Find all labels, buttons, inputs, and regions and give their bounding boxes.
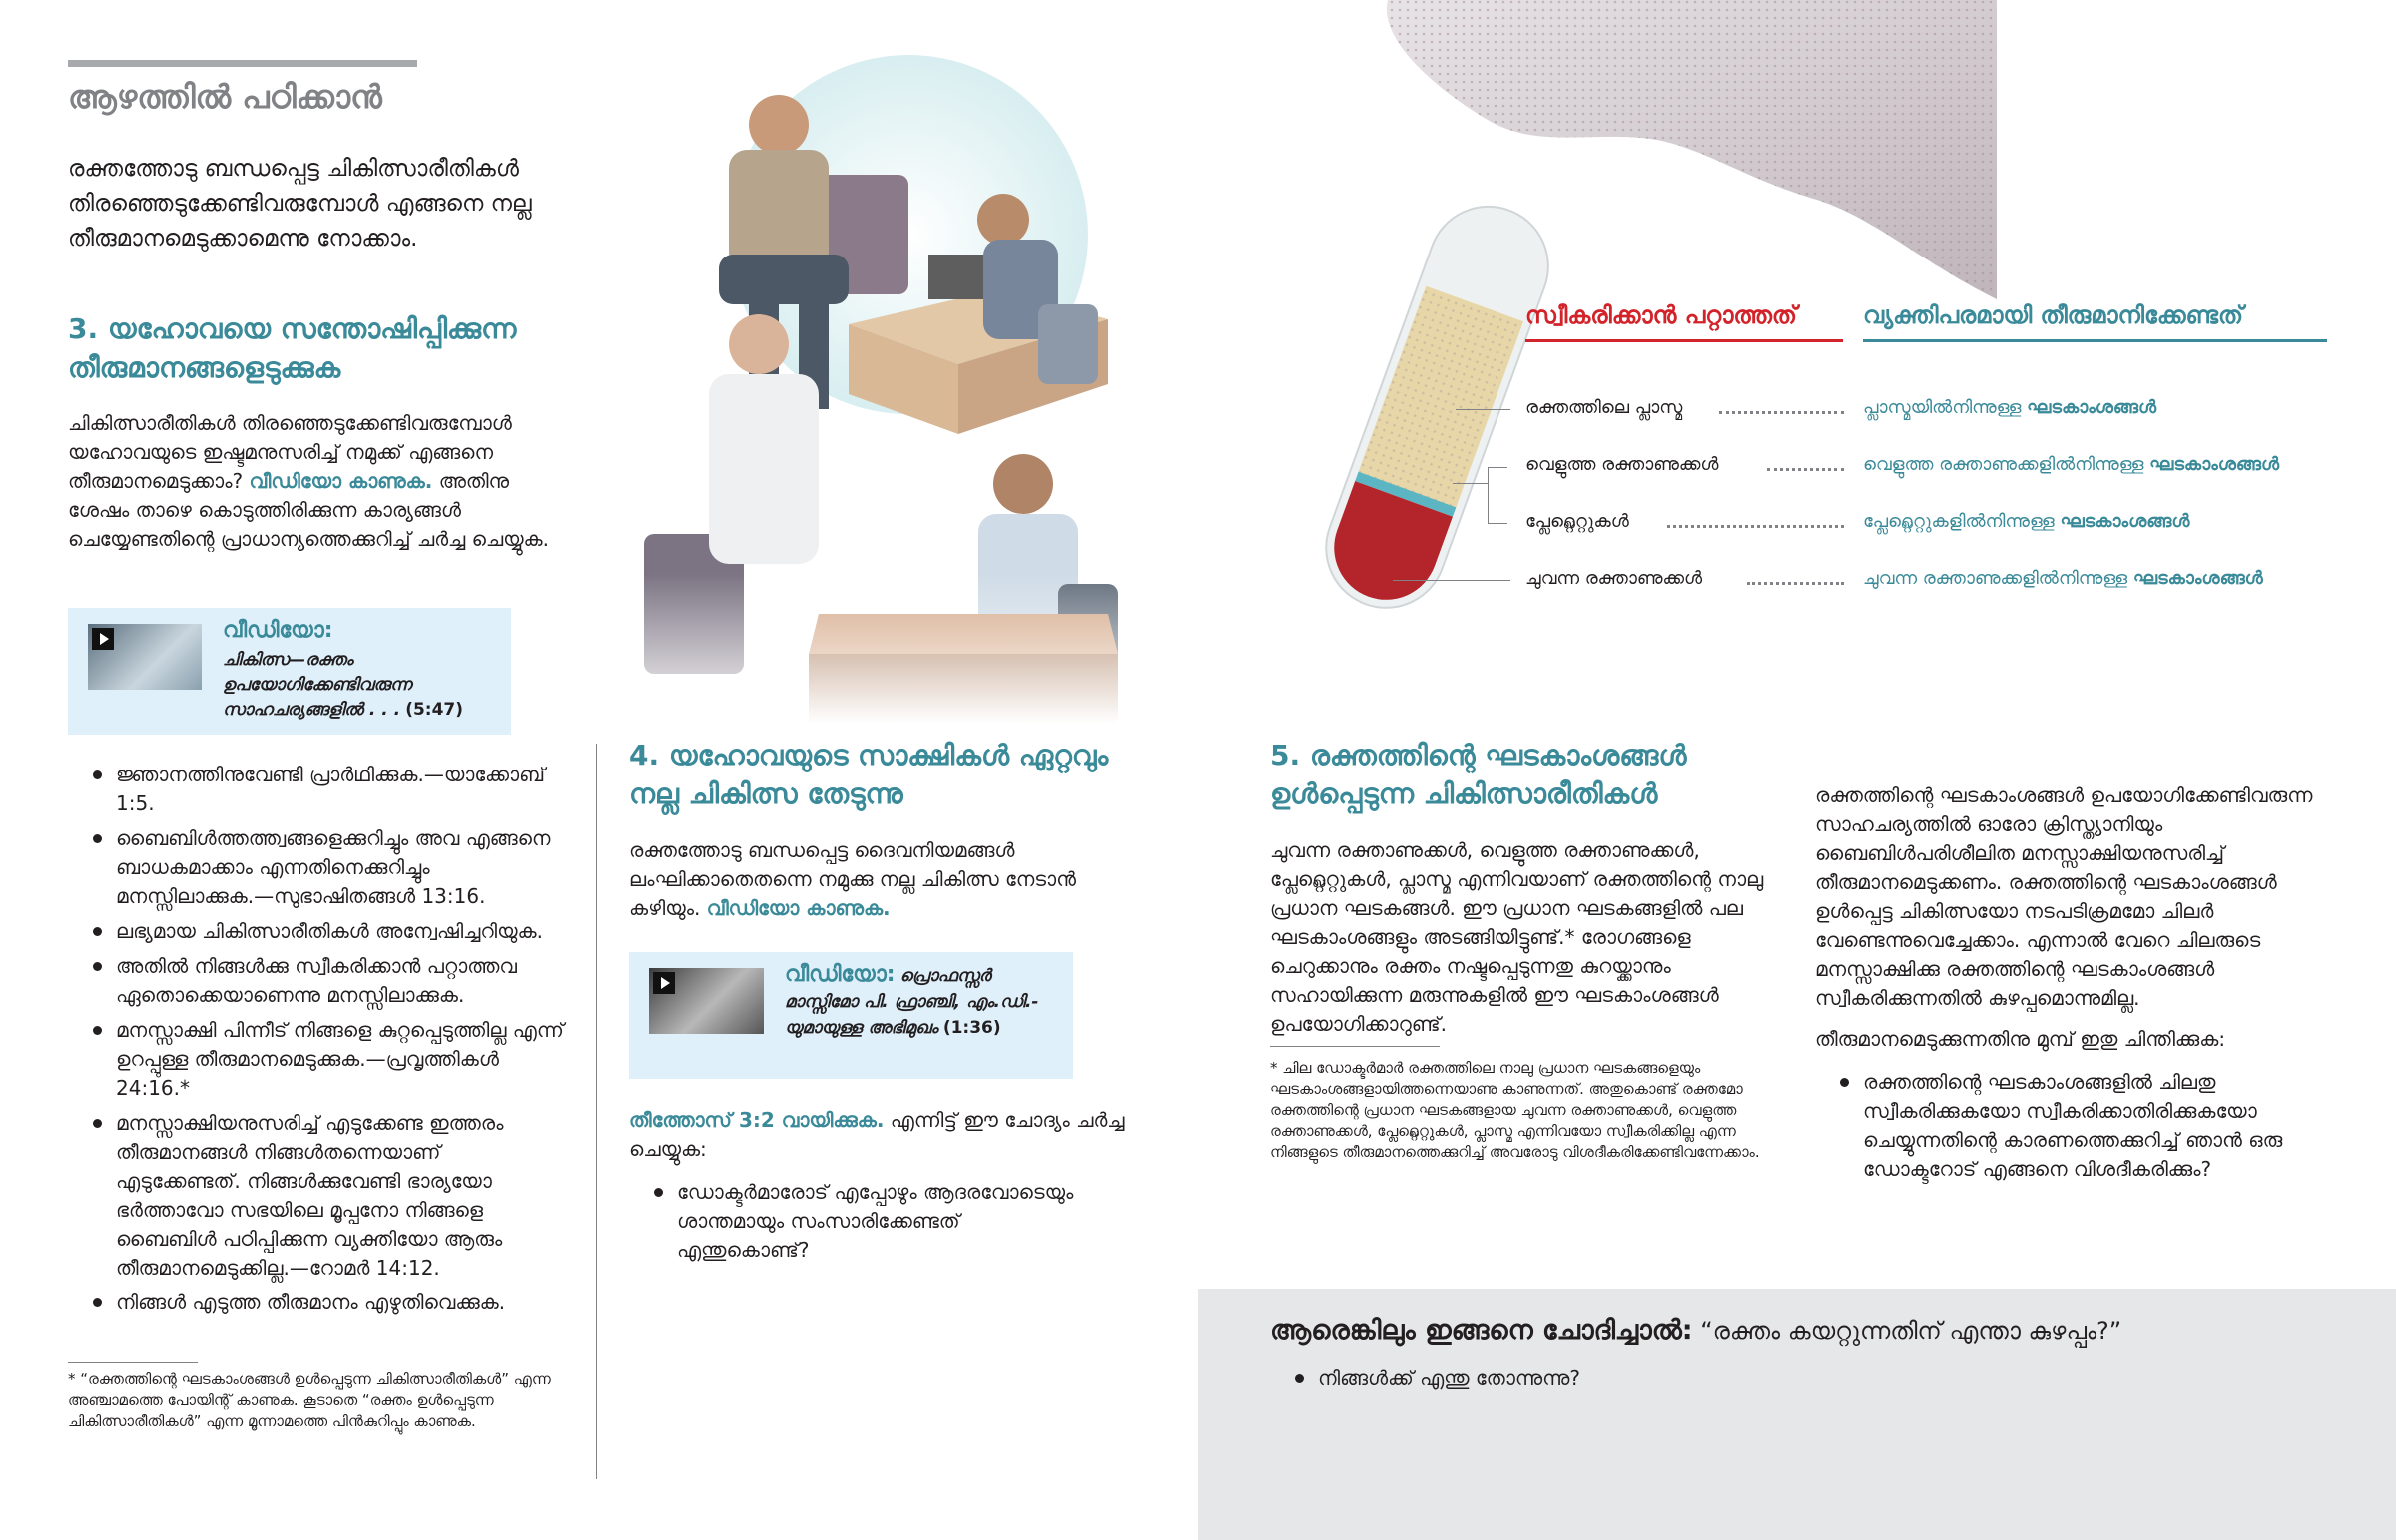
leader-line — [1393, 580, 1510, 581]
ask-lead: ആരെങ്കിലും ഇങ്ങനെ ചോദിച്ചാൽ: — [1270, 1315, 1693, 1346]
list-item: ഡോക്ടർമാരോട് എപ്പോഴും ആദരവോടെയും ശാന്തമായും സംസാരിക്കേണ്ടത് എന്തുകൊണ്ട്? — [629, 1178, 1088, 1265]
section-3-text — [68, 409, 567, 554]
list-item: മനസ്സാക്ഷി പിന്നീട് നിങ്ങളെ കുറ്റപ്പെടുത്തില്ല എന്ന് ഉറപ്പുള്ള തീരുമാനമെടുക്കുക.—പ്രവൃത്തികൾ 24:16.* — [68, 1016, 567, 1103]
page-title: ആഴത്തിൽ പഠിക്കാൻ — [68, 78, 382, 116]
doctor-patient-illustration — [639, 55, 1158, 724]
video-card-2[interactable] — [629, 952, 1073, 1079]
leader-line — [1453, 483, 1488, 484]
list-item: നിങ്ങൾക്ക് എന്തു തോന്നുന്നു? — [1270, 1364, 2069, 1393]
section-3-video-link[interactable]: വീഡിയോ കാണുക. — [249, 469, 433, 493]
dotted-leader — [1767, 468, 1844, 471]
section-4-text — [629, 836, 1128, 923]
list-item: ബൈബിൾത്തത്ത്വങ്ങളെക്കുറിച്ചും അവ എങ്ങനെ ബാധകമാക്കാം എന്നതിനെക്കുറിച്ചും മനസ്സിലാക്കുക.—സുഭാഷിതങ്ങൾ 13:16. — [68, 824, 567, 911]
video-label: വീഡിയോ: — [223, 618, 333, 643]
fraction-text: പ്ലാസ്മയിൽനിന്നുള്ള — [1863, 397, 2028, 418]
section-3-text-after: അതിനു ശേഷം താഴെ കൊടുത്തിരിക്കുന്ന കാര്യങ്ങൾ ചെയ്യേണ്ടതിന്റെ പ്രാധാന്യത്തെക്കുറിച്ച് ചർച്ച ചെയ്യുക. — [68, 469, 549, 551]
section-5-text: ചുവന്ന രക്താണുക്കൾ, വെളുത്ത രക്താണുക്കൾ, പ്ലേറ്റ്ലെറ്റുകൾ, പ്ലാസ്മ എന്നിവയാണ് രക്തത്തിന്റെ നാലു പ്രധാന ഘടകങ്ങൾ. ഈ പ്രധാന ഘടകങ്ങളിൽ പല ഘടകാംശങ്ങളും അടങ്ങിയിട്ടുണ്ട്.* രോഗങ്ങളെ ചെറുക്കാനും രക്തം നഷ്ടപ്പെടുന്നതു കുറയ്ക്കാനും സഹായിക്കുന്ന മരുന്നുകളിൽ ഈ ഘടകാംശങ്ങൾ ഉപയോഗിക്കാറുണ്ട്. — [1270, 838, 1764, 1036]
fraction-text: വെളുത്ത രക്താണുക്കളിൽനിന്നുള്ള — [1863, 454, 2150, 475]
unacceptable-underline — [1525, 339, 1843, 342]
video-duration: (5:47) — [405, 700, 464, 720]
dotted-leader — [1667, 525, 1844, 528]
list-item: ലഭ്യമായ ചികിത്സാരീതികൾ അന്വേഷിച്ചറിയുക. — [68, 917, 567, 946]
component-white-cells: വെളുത്ത രക്താണുക്കൾ — [1525, 454, 1719, 475]
play-icon[interactable] — [92, 628, 114, 650]
leader-line — [1488, 467, 1507, 468]
fraction-text: പ്ലേറ്റ്ലെറ്റുകളിൽനിന്നുള്ള — [1863, 511, 2061, 532]
dotted-leader — [1747, 582, 1844, 585]
think-prompt: തീരുമാനമെടുക്കുന്നതിനു മുമ്പ് ഇതു ചിന്തിക്കുക: — [1815, 1027, 2226, 1051]
fraction-plasma — [1863, 397, 2156, 418]
video-title: ചികിത്സ—രക്തം ഉപയോഗിക്കേണ്ടിവരുന്ന സാഹചര്യങ്ങളിൽ . . . — [223, 650, 412, 720]
video-title-block — [223, 648, 492, 723]
fraction-text: ചുവന്ന രക്താണുക്കളിൽനിന്നുള്ള — [1863, 568, 2133, 589]
video-card-1[interactable] — [68, 608, 511, 735]
fraction-white-cells — [1863, 454, 2279, 475]
video-duration: (1:36) — [942, 1018, 1001, 1038]
section-4-text-before: രക്തത്തോടു ബന്ധപ്പെട്ട ദൈവനിയമങ്ങൾ ലംഘിക്കാതെതന്നെ നമുക്കു നല്ല ചികിത്സ നേടാൻ കഴിയും. — [629, 838, 1077, 920]
section-4-read-text — [629, 1106, 1128, 1164]
fraction-bold: ഘടകാംശങ്ങൾ — [2132, 568, 2263, 589]
section-5-heading: 5. രക്തത്തിന്റെ ഘടകാംശങ്ങൾ ഉൾപ്പെടുന്ന ചികിത്സാരീതികൾ — [1270, 739, 1687, 810]
leader-line — [1456, 409, 1510, 410]
play-icon[interactable] — [653, 972, 675, 994]
ask-quote: “രക്തം കയറ്റുന്നതിന് എന്താ കുഴപ്പം?” — [1700, 1317, 2122, 1345]
top-rule — [68, 60, 417, 67]
ask-heading — [1270, 1315, 2348, 1347]
unacceptable-header: സ്വീകരിക്കാൻ പറ്റാത്തത് — [1525, 301, 1797, 329]
fraction-platelets — [1863, 511, 2189, 532]
list-item: നിങ്ങൾ എടുത്ത തീരുമാനം എഴുതിവെക്കുക. — [68, 1288, 567, 1317]
section-5-text-2: രക്തത്തിന്റെ ഘടകാംശങ്ങൾ ഉപയോഗിക്കേണ്ടിവരുന്ന സാഹചര്യത്തിൽ ഓരോ ക്രിസ്ത്യാനിയും ബൈബിൾപരിശീലിത മനസ്സാക്ഷിയനുസരിച്ച് തീരുമാനമെടുക്കണം. രക്തത്തിന്റെ ഘടകാംശങ്ങൾ ഉൾപ്പെട്ട ചികിത്സയോ നടപടിക്രമമോ ചിലർ വേണ്ടെന്നുവെച്ചേക്കാം. എന്നാൽ വേറെ ചിലരുടെ മനസ്സാക്ഷിക്കു രക്തത്തിന്റെ ഘടകാംശങ്ങൾ സ്വീകരിക്കുന്നതിൽ കുഴപ്പമൊന്നുമില്ല. — [1815, 783, 2313, 1010]
leader-line — [1488, 523, 1507, 524]
section-3-text-before: ചികിത്സാരീതികൾ തിരഞ്ഞെടുക്കേണ്ടിവരുമ്പോൾ യഹോവയുടെ ഇഷ്ടമനുസരിച്ച് നമുക്ക് എങ്ങനെ തീരുമാനമെടുക്കാം? — [68, 411, 512, 493]
fraction-bold: ഘടകാംശങ്ങൾ — [2149, 454, 2280, 475]
ask-bullet-list — [1270, 1364, 2069, 1399]
component-platelets: പ്ലേറ്റ്ലെറ്റുകൾ — [1525, 511, 1629, 532]
list-item: മനസ്സാക്ഷിയനുസരിച്ച് എടുക്കേണ്ട ഇത്തരം തീരുമാനങ്ങൾ നിങ്ങൾതന്നെയാണ് എടുക്കേണ്ടത്. നിങ്ങൾക്കുവേണ്ടി ഭാര്യയോ ഭർത്താവോ സഭയിലെ മൂപ്പനോ നിങ്ങളെ ബൈബിൾ പഠിപ്പിക്കുന്ന വ്യക്തിയോ ആരും തീരുമാനമെടുക്കില്ല.—റോമർ 14:12. — [68, 1109, 567, 1283]
personal-decision-header: വ്യക്തിപരമായി തീരുമാനിക്കേണ്ടത് — [1863, 301, 2244, 329]
video-title: പ്രൊഫസ്സർ മാസ്സിമോ പി. ഫ്രാഞ്ചി, എം.ഡി.-യുമായുള്ള അഭിമുഖം — [785, 966, 1039, 1038]
column-divider — [596, 744, 597, 1479]
section-5-bullet-list — [1815, 1068, 2334, 1190]
section-4-read-after: എന്നിട്ട് ഈ ചോദ്യം ചർച്ച ചെയ്യുക: — [629, 1108, 1125, 1161]
section-5-footnote: * ചില ഡോക്ടർമാർ രക്തത്തിലെ നാലു പ്രധാന ഘടകങ്ങളെയും ഘടകാംശങ്ങളായിത്തന്നെയാണു കാണുന്നത്. അതുകൊണ്ട് രക്തമോ രക്തത്തിന്റെ പ്രധാന ഘടകങ്ങളായ ചുവന്ന രക്താണുക്കൾ, വെളുത്ത രക്താണുക്കൾ, പ്ലേറ്റ്ലെറ്റുകൾ, പ്ലാസ്മ എന്നിവയോ സ്വീകരിക്കില്ല എന്ന നിങ്ങളുടെ തീരുമാനത്തെക്കുറിച്ച് അവരോടു വിശദീകരിക്കേണ്ടിവന്നേക്കാം. — [1270, 1059, 1760, 1161]
fraction-bold: ഘടകാംശങ്ങൾ — [2060, 511, 2190, 532]
footnote-divider — [1270, 1046, 1440, 1047]
video-title-block — [785, 962, 1059, 1041]
video-thumbnail[interactable] — [88, 624, 202, 690]
list-item: അതിൽ നിങ്ങൾക്കു സ്വീകരിക്കാൻ പറ്റാത്തവ ഏതൊക്കെയാണെന്നു മനസ്സിലാക്കുക. — [68, 952, 567, 1010]
personal-decision-underline — [1863, 339, 2327, 342]
leader-bracket — [1488, 467, 1489, 523]
footnote-divider — [68, 1362, 198, 1363]
component-plasma: രക്തത്തിലെ പ്ലാസ്മ — [1525, 397, 1683, 418]
list-item: ജ്ഞാനത്തിനുവേണ്ടി പ്രാർഥിക്കുക.—യാക്കോബ് 1:5. — [68, 761, 567, 818]
section-4-bullet-list — [629, 1178, 1088, 1271]
fraction-red-cells — [1863, 568, 2263, 589]
section-3-bullet-list — [68, 761, 567, 1323]
dotted-leader — [1719, 411, 1844, 414]
video-label: വീഡിയോ: — [785, 962, 896, 987]
list-item: രക്തത്തിന്റെ ഘടകാംശങ്ങളിൽ ചിലതു സ്വീകരിക്കുകയോ സ്വീകരിക്കാതിരിക്കുകയോ ചെയ്യുന്നതിന്റെ കാരണത്തെക്കുറിച്ച് ഞാൻ ഒരു ഡോക്ടറോട് എങ്ങനെ വിശദീകരിക്കും? — [1815, 1068, 2334, 1184]
fraction-bold: ഘടകാംശങ്ങൾ — [2027, 397, 2157, 418]
consultation-illustration — [639, 55, 1158, 724]
scripture-link[interactable]: തീത്തോസ് 3:2 വായിക്കുക. — [629, 1108, 885, 1132]
section-4-video-link[interactable]: വീഡിയോ കാണുക. — [706, 896, 891, 920]
section-4-heading: 4. യഹോവയുടെ സാക്ഷികൾ ഏറ്റവും നല്ല ചികിത്സ തേടുന്നു — [629, 739, 1109, 810]
intro-text: രക്തത്തോടു ബന്ധപ്പെട്ട ചികിത്സാരീതികൾ തിരഞ്ഞെടുക്കേണ്ടിവരുമ്പോൾ എങ്ങനെ നല്ല തീരുമാനമെടുക്കാമെന്നു നോക്കാം. — [68, 156, 532, 252]
section-3-footnote: * “രക്തത്തിന്റെ ഘടകാംശങ്ങൾ ഉൾപ്പെടുന്ന ചികിത്സാരീതികൾ” എന്ന അഞ്ചാമത്തെ പോയിന്റ് കാണുക. കൂടാതെ “രക്തം ഉൾപ്പെടുന്ന ചികിത്സാരീതികൾ” എന്ന മൂന്നാമത്തെ പിൻകുറിപ്പും കാണുക. — [68, 1370, 551, 1430]
section-3-heading: 3. യഹോവയെ സന്തോഷിപ്പിക്കുന്ന തീരുമാനങ്ങളെടുക്കുക — [68, 312, 517, 384]
video-thumbnail[interactable] — [649, 968, 764, 1034]
component-red-cells: ചുവന്ന രക്താണുക്കൾ — [1525, 568, 1703, 589]
